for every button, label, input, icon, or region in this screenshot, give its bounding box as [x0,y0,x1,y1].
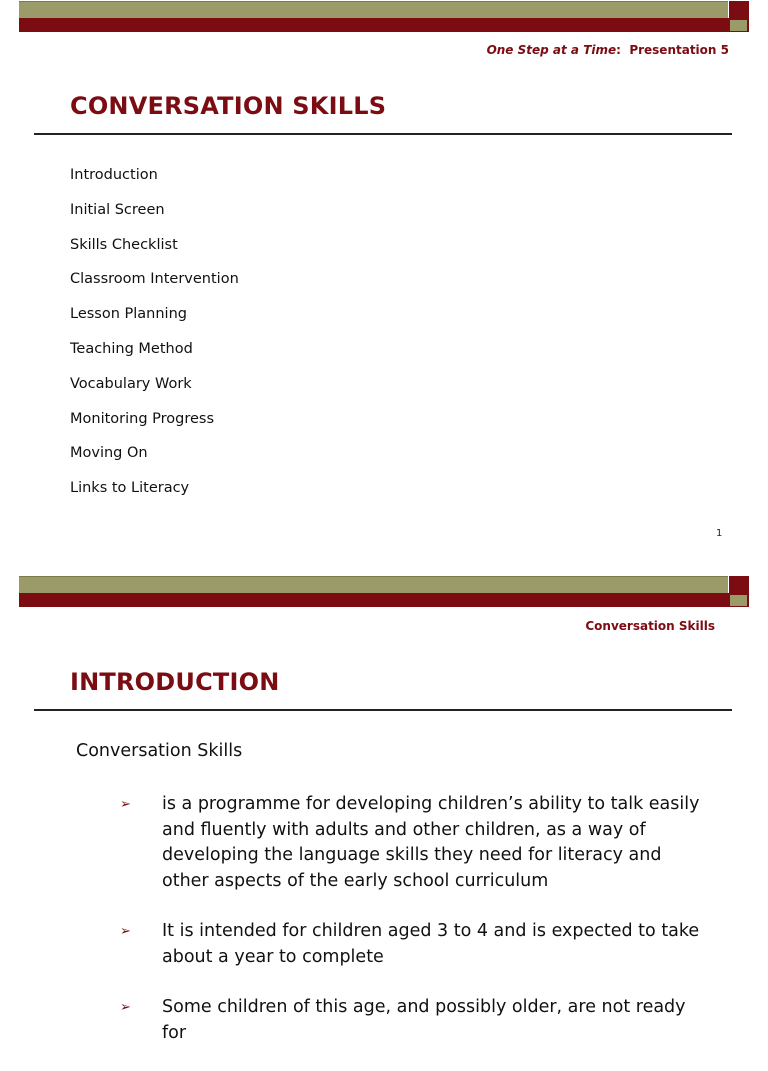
slide-2-title: INTRODUCTION [70,668,280,696]
bullet-item [120,919,710,970]
agenda-item-vocabulary-work: Vocabulary Work [70,375,192,392]
arrow-bullet-icon: ➢ [120,1000,131,1015]
slide-header-band [19,576,749,608]
header-band-red [19,593,749,607]
bullet-item [120,792,710,894]
header-corner-square [728,1,749,18]
header-band-red [19,18,749,32]
agenda-item-moving-on: Moving On [70,445,148,462]
slide-2-title-rule [34,709,732,711]
agenda-item-skills-checklist: Skills Checklist [70,236,178,253]
arrow-bullet-icon: ➢ [120,924,131,939]
slide-2-header-caption: Conversation Skills [585,619,715,633]
bullet-item [120,995,710,1046]
header-band-olive [19,576,728,593]
agenda-item-monitoring-progress: Monitoring Progress [70,410,215,427]
page-number: 1 [716,528,723,539]
intro-lead-text: Conversation Skills [76,741,243,761]
header-corner-inner-square [730,20,747,31]
agenda-item-links-to-literacy: Links to Literacy [70,480,190,497]
header-corner-square [728,576,749,593]
slide-1-title-rule [34,133,732,135]
slide-1-header-caption [487,43,729,57]
bullet-text: It is intended for children aged 3 to 4 and is expected to take about a year to complete [162,921,700,967]
slide-header-band [19,1,749,33]
intro-bullet-list [120,792,710,1071]
agenda-item-initial-screen: Initial Screen [70,201,165,218]
agenda-item-lesson-planning: Lesson Planning [70,306,187,323]
bullet-text: is a programme for developing children’s ability to talk easily and fluently with adults and other children, as a way of developing the language skills they need for literacy and other aspects of the early school curriculum [162,794,700,891]
agenda-list [70,162,239,510]
agenda-item-classroom-intervention: Classroom Intervention [70,271,239,288]
presentation-number: Presentation 5 [629,43,729,57]
header-corner-inner-square [730,595,747,606]
slide-1-title: CONVERSATION SKILLS [70,92,387,120]
arrow-bullet-icon: ➢ [120,797,131,812]
agenda-item-introduction: Introduction [70,167,158,183]
bullet-text: Some children of this age, and possibly older, are not ready for [162,997,686,1043]
series-title: One Step at a Time [486,43,617,57]
agenda-item-teaching-method: Teaching Method [70,340,193,357]
header-band-olive [19,1,728,18]
series-separator: : [616,43,621,57]
